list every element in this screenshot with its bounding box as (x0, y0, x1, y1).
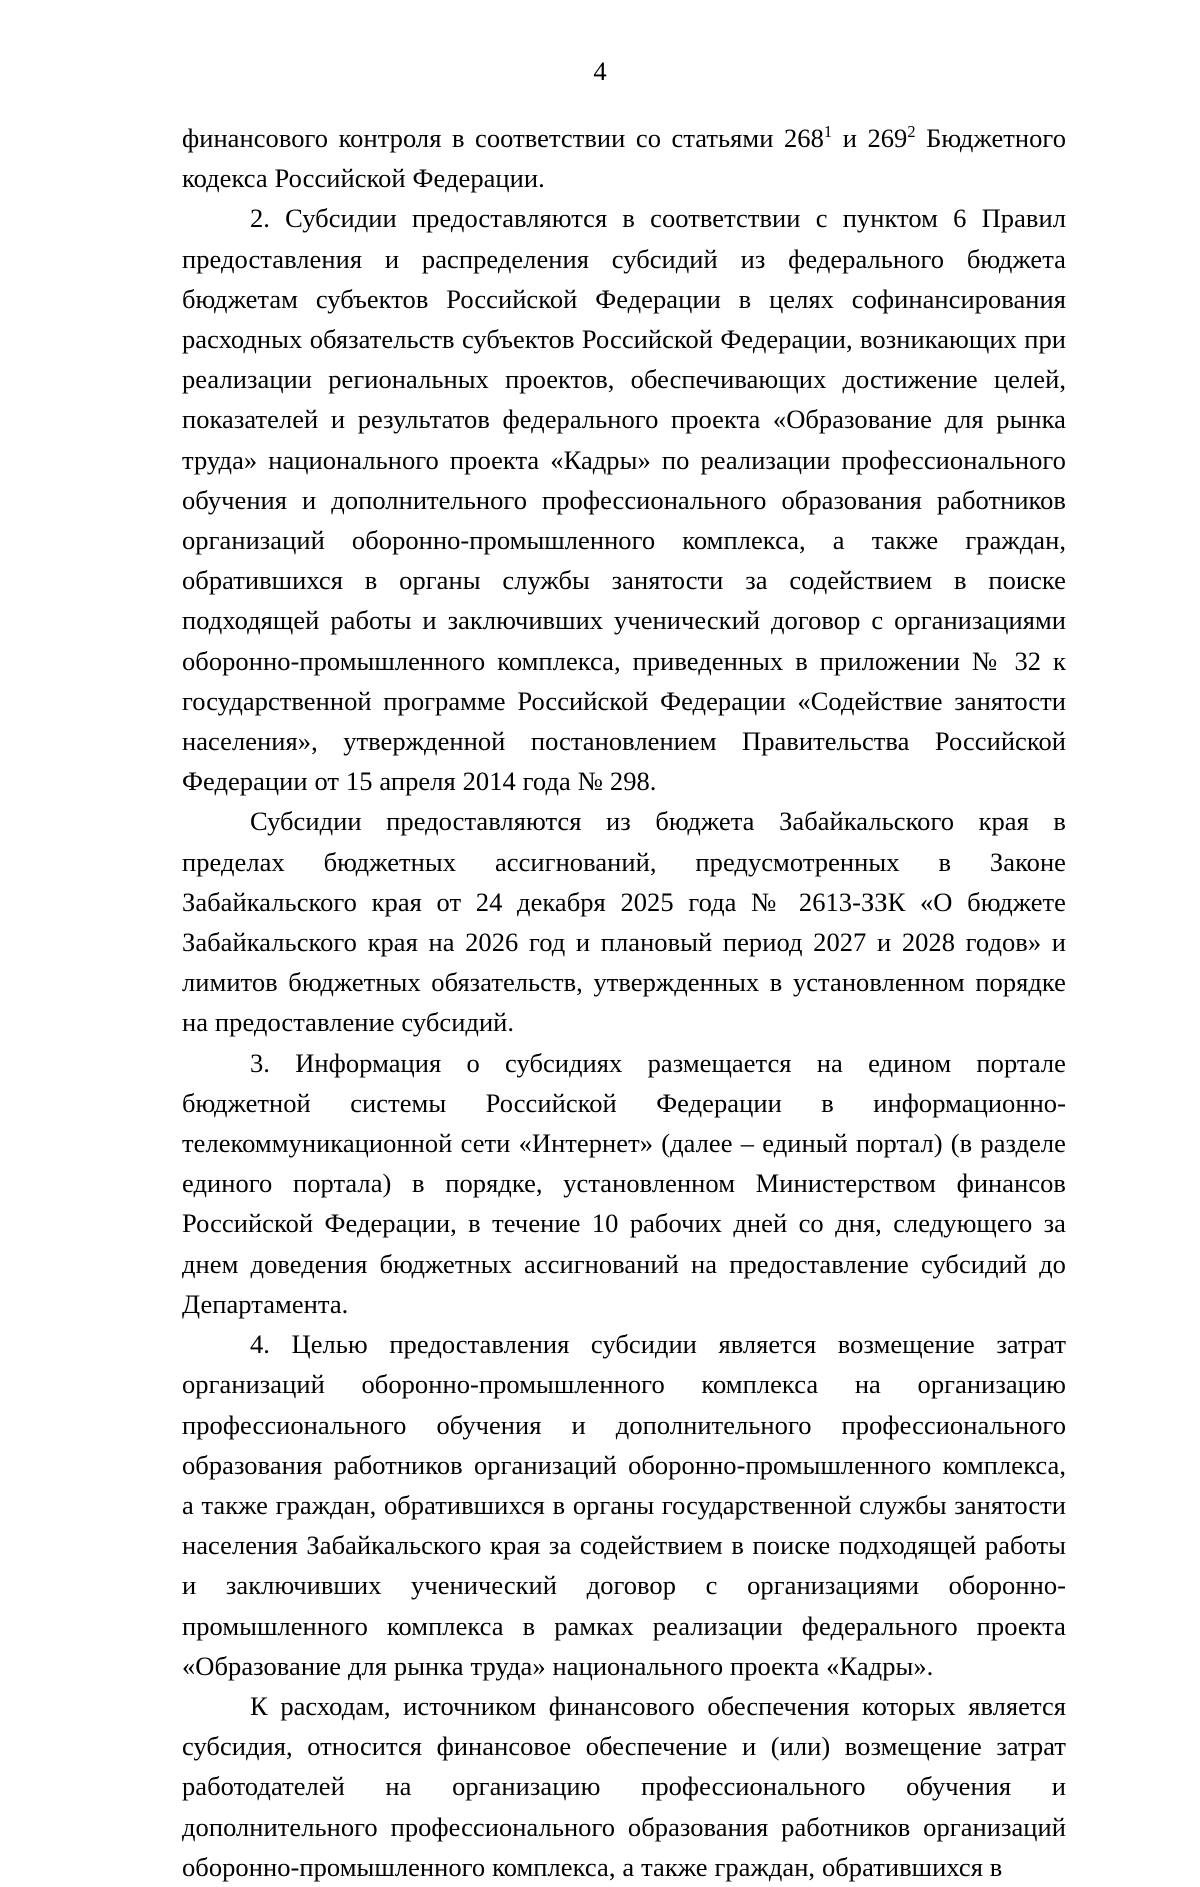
footnote-marker: 2 (907, 122, 916, 142)
footnote-marker: 1 (823, 122, 833, 142)
para-item-3: 3. Информация о субсидиях размещается на едином портале бюджетной системы Российской Федерации в информационно-телекоммуникационной сети «Интернет» (далее – единый портал) (в разделе единого портала) в порядке, установленном Министерством финансов Российской Федерации, в течение 10 рабочих дней со дня, следующего за днем доведения бюджетных ассигнований на предоставление субсидий до Департамента. (182, 1047, 1066, 1319)
document-body (182, 118, 1066, 1887)
para-expenses: К расходам, источником финансового обеспечения которых является субсидия, относится финансовое обеспечение и (или) возмещение затрат работодателей на организацию профессионального обучения и дополнительного профессионального образования работников организаций оборонно-промышленного комплекса, а также граждан, обратившихся в (182, 1690, 1066, 1882)
para-item-2: 2. Субсидии предоставляются в соответствии с пунктом 6 Правил предоставления и распределения субсидий из федерального бюджета бюджетам субъектов Российской Федерации в целях софинансирования расходных обязательств субъектов Российской Федерации, возникающих при реализации региональных проектов, обеспечивающих достижение целей, показателей и результатов федерального проекта «Образование для рынка труда» национального проекта «Кадры» по реализации профессионального обучения и дополнительного профессионального образования работников организаций оборонно-промышленного комплекса, а также граждан, обратившихся в органы службы занятости за содействием в поиске подходящей работы и заключивших ученический договор с организациями оборонно-промышленного комплекса, приведенных в приложении № 32 к государственной программе Российской Федерации «Содействие занятости населения», утвержденной постановлением Правительства Российской Федерации от 15 апреля 2014 года № 298. (182, 203, 1066, 797)
page-number: 4 (593, 56, 607, 86)
para-continued-1: финансового контроля в соответствии со статьями $268^1$ и $269^2$ Бюджетного кодекса Российской Федерации. (182, 122, 1066, 194)
para-item-4: 4. Целью предоставления субсидии является возмещение затрат организаций оборонно-промышленного комплекса на организацию профессионального обучения и дополнительного профессионального образования работников организаций оборонно-промышленного комплекса, а также граждан, обратившихся в органы государственной службы занятости населения Забайкальского края за содействием в поиске подходящей работы и заключивших ученический договор с организациями оборонно-промышленного комплекса в рамках реализации федерального проекта «Образование для рынка труда» национального проекта «Кадры». (182, 1329, 1066, 1681)
para-subsidy-budget: Субсидии предоставляются из бюджета Забайкальского края в пределах бюджетных ассигнований, предусмотренных в Законе Забайкальского края от 24 декабря 2025 года № 2613-ЗЗК «О бюджете Забайкальского края на 2026 год и плановый период 2027 и 2028 годов» и лимитов бюджетных обязательств, утвержденных в установленном порядке на предоставление субсидий. (182, 806, 1066, 1038)
